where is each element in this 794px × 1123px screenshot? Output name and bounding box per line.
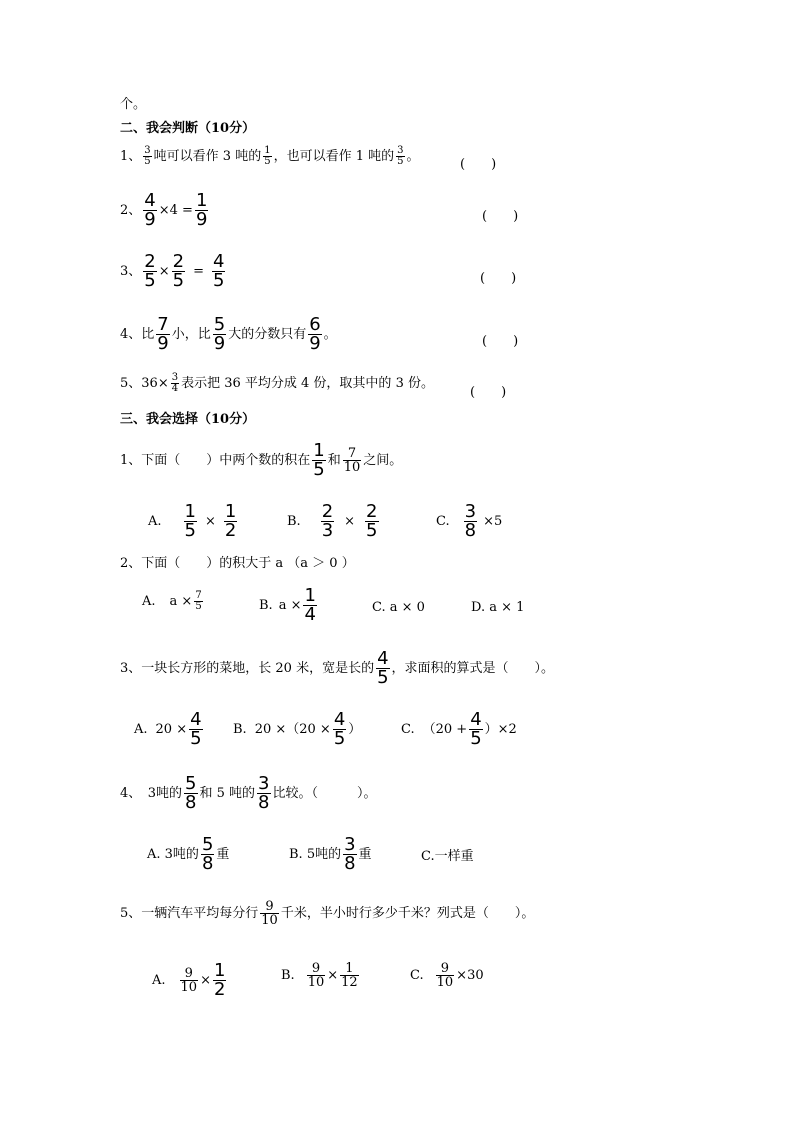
- fraction: $\frac{4}{5}$: [333, 709, 346, 749]
- fraction: $\frac{1}{2}$: [213, 960, 226, 1000]
- choose-q5-option-b[interactable]: B. $\frac{9}{10}$ × $\frac{1}{12}$: [281, 961, 358, 990]
- fraction: $\frac{7}{5}$: [195, 590, 202, 612]
- answer-blank[interactable]: ( ): [470, 385, 507, 400]
- fraction: $\frac{3}{8}$: [464, 501, 477, 541]
- fraction: $\frac{9}{10}$: [436, 961, 454, 990]
- choose-q1-option-a[interactable]: A. $\frac{1}{5}$ × $\frac{1}{2}$: [148, 501, 237, 541]
- judge-q4: 4、比 $\frac{7}{9}$ 小，比 $\frac{5}{9}$ 大的分数只有 $\frac{6}{9}$ 。: [120, 314, 337, 354]
- fraction: $\frac{5}{8}$: [201, 834, 214, 874]
- choose-q4-option-b[interactable]: B. 5吨的 $\frac{3}{8}$ 重: [289, 834, 372, 874]
- choose-q4: 4、 3吨的 $\frac{5}{8}$ 和 5 吨的 $\frac{3}{8}$ 比较。（ ）。: [120, 773, 377, 813]
- choose-q4-option-a[interactable]: A. 3吨的 $\frac{5}{8}$ 重: [147, 834, 230, 874]
- fraction: $\frac{1}{12}$: [341, 961, 358, 990]
- choose-q5: 5、一辆汽车平均每分行 $\frac{9}{10}$ 千米，半小时行多少千米？列式是（ ）。: [120, 899, 535, 928]
- fraction: $\frac{1}{2}$: [224, 501, 237, 541]
- fraction: $\frac{5}{9}$: [213, 314, 226, 354]
- fraction: $\frac{4}{5}$: [377, 648, 389, 688]
- fraction: $\frac{9}{10}$: [307, 961, 325, 990]
- fraction: $\frac{5}{8}$: [185, 773, 197, 813]
- fraction: $\frac{2}{3}$: [321, 501, 334, 541]
- choose-q1-option-c[interactable]: C. $\frac{3}{8}$ ×5: [436, 501, 503, 541]
- answer-blank[interactable]: ( ): [482, 334, 519, 349]
- section-choose-title: 三、我会选择（10分）: [120, 412, 256, 427]
- fraction: $\frac{3}{4}$: [171, 372, 179, 394]
- fraction: $\frac{1}{5}$: [184, 501, 196, 541]
- choose-q1-option-b[interactable]: B. $\frac{2}{3}$ × $\frac{2}{5}$: [287, 501, 378, 541]
- choose-q2-option-b[interactable]: B. a × $\frac{1}{4}$: [259, 585, 316, 625]
- choose-q2: 2、下面（ ）的积大于 a （a ＞ 0 ）: [120, 556, 355, 571]
- choose-q3-option-a[interactable]: A. 20 × $\frac{4}{5}$: [134, 709, 202, 749]
- judge-q5: 5、36× $\frac{3}{4}$ 表示把 36 平均分成 4 份，取其中的 3 份。: [120, 372, 434, 394]
- fraction: $\frac{3}{5}$: [144, 145, 151, 167]
- fraction: $\frac{4}{9}$: [144, 190, 156, 230]
- fraction: $\frac{2}{5}$: [144, 251, 156, 291]
- fraction: $\frac{7}{10}$: [343, 446, 361, 475]
- fraction: $\frac{9}{10}$: [180, 966, 198, 995]
- answer-blank[interactable]: ( ): [460, 157, 497, 172]
- answer-blank[interactable]: ( ): [482, 209, 519, 224]
- fraction: $\frac{4}{5}$: [213, 251, 225, 291]
- fraction: $\frac{9}{10}$: [261, 899, 278, 928]
- lead-text: 个。: [120, 97, 147, 112]
- fraction: $\frac{1}{4}$: [304, 585, 316, 625]
- choose-q5-option-c[interactable]: C. $\frac{9}{10}$ ×30: [410, 961, 484, 990]
- choose-q2-option-a[interactable]: A. a × $\frac{7}{5}$: [142, 590, 202, 612]
- choose-q2-option-c[interactable]: C. a × 0: [372, 600, 425, 615]
- choose-q1: 1、下面（ ）中两个数的积在 $\frac{1}{5}$ 和 $\frac{7}{10}$ 之间。: [120, 440, 403, 480]
- fraction: $\frac{7}{9}$: [157, 314, 169, 354]
- fraction: $\frac{4}{5}$: [470, 709, 482, 749]
- fraction: $\frac{4}{5}$: [190, 709, 202, 749]
- judge-q3: 3、 $\frac{2}{5}$ × $\frac{2}{5}$ = $\frac{4}{5}$: [120, 251, 225, 291]
- section-judge-title: 二、我会判断（10分）: [120, 121, 256, 136]
- fraction: $\frac{1}{5}$: [313, 440, 325, 480]
- answer-blank[interactable]: ( ): [480, 271, 517, 286]
- fraction: $\frac{3}{8}$: [344, 834, 356, 874]
- judge-q1: 1、 $\frac{3}{5}$ 吨可以看作 3 吨的 $\frac{1}{5}$ ，也可以看作 1 吨的 $\frac{3}{5}$ 。: [120, 145, 420, 167]
- choose-q3-option-b[interactable]: B. 20 ×（20 × $\frac{4}{5}$ ）: [233, 709, 362, 749]
- fraction: $\frac{6}{9}$: [309, 314, 321, 354]
- choose-q4-option-c[interactable]: C.一样重: [421, 849, 474, 864]
- fraction: $\frac{2}{5}$: [172, 251, 185, 291]
- fraction: $\frac{3}{8}$: [258, 773, 270, 813]
- fraction: $\frac{3}{5}$: [397, 145, 404, 167]
- judge-q2: 2、 $\frac{4}{9}$ ×4 = $\frac{1}{9}$: [120, 190, 208, 230]
- fraction: $\frac{1}{5}$: [264, 145, 271, 167]
- choose-q3: 3、一块长方形的菜地，长 20 米，宽是长的 $\frac{4}{5}$ ，求面积的算式是（ ）。: [120, 648, 555, 688]
- choose-q2-option-d[interactable]: D. a × 1: [471, 600, 525, 615]
- fraction: $\frac{1}{9}$: [195, 190, 208, 230]
- fraction: $\frac{2}{5}$: [366, 501, 378, 541]
- choose-q3-option-c[interactable]: C. （20 + $\frac{4}{5}$ ）×2: [401, 709, 517, 749]
- choose-q5-option-a[interactable]: A. $\frac{9}{10}$ × $\frac{1}{2}$: [152, 960, 226, 1000]
